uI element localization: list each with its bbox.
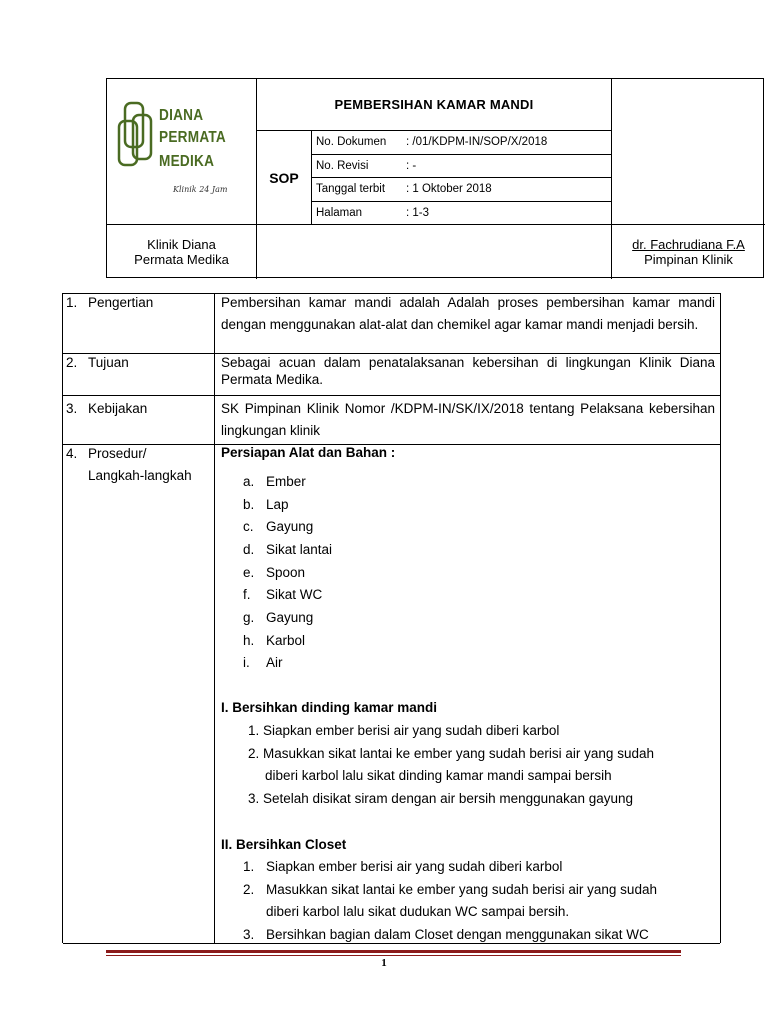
step-text: 3. Setelah disikat siram dengan air bersih menggunakan gayung bbox=[248, 791, 633, 806]
list-item: i. bbox=[243, 655, 250, 670]
row-number: 4. bbox=[66, 446, 78, 461]
list-item-text: Spoon bbox=[266, 565, 306, 580]
signatory-cell bbox=[612, 225, 765, 279]
row-tujuan bbox=[63, 354, 720, 396]
list-item-text: Lap bbox=[266, 497, 289, 512]
step-number: 1. bbox=[243, 859, 255, 874]
step-text: Siapkan ember berisi air yang sudah diberi karbol bbox=[266, 859, 563, 874]
row-label-continued: Langkah-langkah bbox=[88, 468, 192, 483]
list-item-text: Air bbox=[266, 655, 283, 670]
logo-word-2: PERMATA bbox=[159, 129, 227, 146]
list-item-text: Karbol bbox=[266, 633, 306, 648]
info-label: No. Revisi bbox=[316, 159, 369, 172]
list-item: e. bbox=[243, 565, 255, 580]
logo-tagline: Klinik 24 Jam bbox=[173, 185, 228, 194]
step-number: 3. bbox=[243, 927, 255, 942]
list-item-text: Gayung bbox=[266, 610, 314, 625]
prep-heading: Persiapan Alat dan Bahan : bbox=[221, 445, 396, 460]
info-value: : 1-3 bbox=[406, 206, 430, 219]
row-number: 1. bbox=[66, 295, 78, 310]
title-cell bbox=[257, 79, 612, 131]
pengertian-text: Pembersihan kamar mandi adalah Adalah proses pembersihan kamar mandi dengan menggunakan alat-alat dan chemikel agar kamar mandi menjadi bersih. bbox=[221, 295, 715, 332]
row-content bbox=[221, 354, 715, 388]
step-text: Bersihkan bagian dalam Closet dengan menggunakan sikat WC bbox=[266, 927, 649, 942]
footer-rule bbox=[106, 950, 681, 953]
list-item: b. bbox=[243, 497, 255, 512]
row-label: Kebijakan bbox=[88, 401, 148, 416]
section-heading-2: II. Bersihkan Closet bbox=[221, 837, 347, 852]
list-item-text: Ember bbox=[266, 474, 306, 489]
sop-cell bbox=[257, 131, 312, 225]
signatory-name: dr. Fachrudiana F.A bbox=[632, 237, 745, 252]
info-label: Tanggal terbit bbox=[316, 183, 386, 196]
page-number: 1 bbox=[381, 957, 387, 969]
kebijakan-text: SK Pimpinan Klinik Nomor /KDPM-IN/SK/IX/2018 tentang Pelaksana kebersihan lingkungan klinik bbox=[221, 401, 715, 438]
info-row-dokumen bbox=[312, 131, 612, 155]
info-row-revisi bbox=[312, 155, 612, 179]
blank-cell bbox=[612, 79, 765, 225]
row-label: Pengertian bbox=[88, 295, 154, 310]
row-number: 3. bbox=[66, 401, 78, 416]
row-number: 2. bbox=[66, 355, 78, 370]
signatory-title: Pimpinan Klinik bbox=[644, 252, 733, 267]
row-pengertian bbox=[63, 294, 720, 354]
logo-mark-icon bbox=[117, 101, 157, 179]
clinic-name-line2: Permata Medika bbox=[134, 252, 229, 267]
info-value: : /01/KDPM-IN/SOP/X/2018 bbox=[406, 136, 548, 149]
list-item: c. bbox=[243, 519, 254, 534]
info-label: Halaman bbox=[316, 206, 363, 219]
info-label: No. Dokumen bbox=[316, 136, 387, 149]
info-row-halaman bbox=[312, 202, 612, 226]
info-row-tanggal bbox=[312, 178, 612, 202]
step-number: 2. bbox=[243, 882, 255, 897]
row-kebijakan bbox=[63, 396, 720, 445]
blank-cell bbox=[257, 225, 612, 279]
list-item: f. bbox=[243, 587, 251, 602]
logo-word-1: DIANA bbox=[159, 107, 204, 124]
step-text: 1. Siapkan ember berisi air yang sudah diberi karbol bbox=[248, 723, 560, 738]
section-heading-1: I. Bersihkan dinding kamar mandi bbox=[221, 700, 438, 715]
tujuan-text: Sebagai acuan dalam penatalaksanan kebersihan di lingkungan Klinik Diana Permata Medika. bbox=[221, 355, 715, 387]
step-text: Masukkan sikat lantai ke ember yang sudah berisi air yang sudah bbox=[266, 882, 657, 897]
sop-label: SOP bbox=[269, 169, 299, 186]
clinic-logo bbox=[117, 101, 252, 201]
clinic-name-line1: Klinik Diana bbox=[147, 237, 216, 252]
list-item-text: Gayung bbox=[266, 519, 314, 534]
list-item: h. bbox=[243, 633, 255, 648]
row-content bbox=[221, 292, 715, 336]
footer-rule-thin bbox=[106, 955, 681, 956]
info-value: : 1 Oktober 2018 bbox=[406, 183, 492, 196]
row-label: Prosedur/ bbox=[88, 446, 147, 461]
logo-word-3: MEDIKA bbox=[159, 153, 215, 170]
row-prosedur bbox=[63, 445, 720, 944]
row-label: Tujuan bbox=[88, 355, 129, 370]
step-text: 2. Masukkan sikat lantai ke ember yang sudah berisi air yang sudah bbox=[248, 746, 654, 761]
row-content bbox=[221, 398, 715, 442]
sop-content-table bbox=[62, 293, 721, 943]
list-item-text: Sikat lantai bbox=[266, 542, 333, 557]
row-content bbox=[221, 445, 715, 942]
logo-cell bbox=[107, 79, 257, 225]
document-title: PEMBERSIHAN KAMAR MANDI bbox=[334, 97, 534, 112]
list-item: g. bbox=[243, 610, 255, 625]
step-text: diberi karbol lalu sikat dudukan WC sampai bersih. bbox=[266, 904, 570, 919]
step-text: diberi karbol lalu sikat dinding kamar mandi sampai bersih bbox=[265, 768, 612, 783]
list-item: a. bbox=[243, 474, 255, 489]
clinic-name-cell bbox=[107, 225, 257, 279]
info-value: : - bbox=[406, 159, 417, 172]
document-header bbox=[106, 78, 764, 278]
list-item-text: Sikat WC bbox=[266, 587, 323, 602]
list-item: d. bbox=[243, 542, 255, 557]
